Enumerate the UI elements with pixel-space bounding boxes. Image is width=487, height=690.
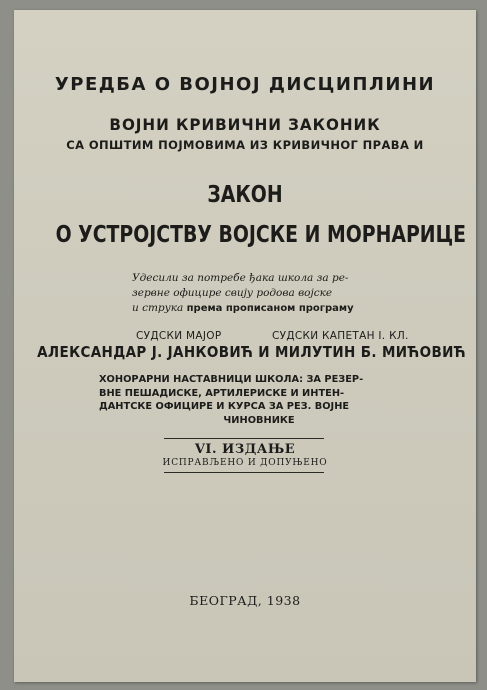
author-right-rank: СУДСКИ КАПЕТАН I. КЛ.: [272, 330, 409, 342]
title-criminal-code: ВОЈНИ КРИВИЧНИ ЗАКОНИК: [109, 115, 381, 134]
subtitle-general-concepts: СА ОПШТИМ ПОЈМОВИМА ИЗ КРИВИЧНОГ ПРАВА И: [66, 138, 424, 152]
purpose-note-emphasis: према прописаном програму: [186, 303, 354, 314]
title-law: ЗАКОН: [207, 182, 283, 208]
divider-bottom: [164, 472, 324, 473]
author-affiliation: [99, 373, 419, 427]
author-left-rank: СУДСКИ МАЈОР: [136, 330, 222, 342]
divider-top: [164, 438, 324, 439]
purpose-note-line: зервне официре свију родова војске: [132, 287, 333, 299]
title-army-navy: О УСТРОЈСТВУ ВОЈСКЕ И МОРНАРИЦЕ: [55, 222, 466, 248]
place-year: БЕОГРАД, 1938: [189, 593, 301, 608]
affiliation-line: ДАНТСКЕ ОФИЦИРЕ И КУРСА ЗА РЕЗ. ВОЈНЕ: [99, 401, 350, 412]
affiliation-line: ЧИНОВНИКЕ: [223, 414, 295, 426]
author-names: АЛЕКСАНДАР Ј. ЈАНКОВИЋ И МИЛУТИН Б. МИЋОВИЋ: [37, 343, 466, 361]
purpose-note: [132, 271, 392, 316]
affiliation-line: ВНЕ ПЕШАДИСКЕ, АРТИЛЕРИСКЕ И ИНТЕН-: [99, 387, 345, 399]
purpose-note-text: и струка: [132, 302, 184, 314]
book-cover: [14, 10, 476, 682]
edition-label: VI. ИЗДАЊЕ: [194, 442, 296, 457]
title-decree: УРЕДБА О ВОЈНОЈ ДИСЦИПЛИНИ: [54, 74, 436, 95]
revised-label: ИСПРАВЉЕНО И ДОПУЊЕНО: [162, 458, 328, 468]
purpose-note-line: [132, 301, 392, 316]
purpose-note-line: Удесили за потребе ђака школа за ре-: [132, 272, 349, 284]
affiliation-line: ХОНОРАРНИ НАСТАВНИЦИ ШКОЛА: ЗА РЕЗЕР-: [99, 374, 364, 385]
